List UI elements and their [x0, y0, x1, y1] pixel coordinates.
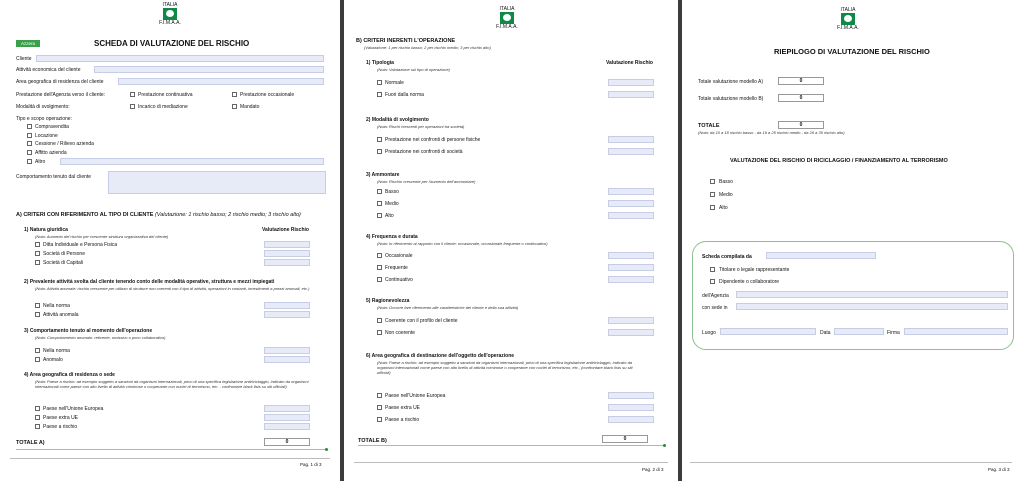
field-label-attivita: Attività economica del cliente — [16, 67, 81, 73]
option-label: Paese nell'Unione Europea — [385, 393, 446, 399]
section-note: (Nota: Paese a rischio: ad esempio soggetto a sanzioni da organismi internazionali, privo di una specifica legislazione antiriciclaggio, indicato da organismi internazionali come paese con alto livello di attività criminose o cooperante con nuclei di terrorismo, etc., (confrontare black lists su siti ufficiali) — [377, 360, 633, 375]
attivita-input[interactable] — [94, 66, 324, 73]
valutazione-input[interactable] — [264, 302, 310, 309]
option-label: Nella norma — [43, 303, 70, 309]
section-note: (Nota: Aumento del rischio per crescente struttura organizzativa del cliente) — [35, 234, 169, 239]
section-title: 2) Modalità di svolgimento — [366, 117, 429, 123]
option-checkbox[interactable] — [377, 149, 382, 154]
section-note: (Nota: Rischio crescente per l'aumento dell'ammontare) — [377, 179, 476, 184]
valutazione-input[interactable] — [608, 212, 654, 219]
tipo-label: Tipo e scopo operazione: — [16, 116, 72, 122]
option-label: Nella norma — [43, 348, 70, 354]
option-checkbox[interactable] — [377, 330, 382, 335]
divider — [358, 445, 664, 446]
valutazione-input[interactable] — [608, 329, 654, 336]
option-label: Coerente con il profilo del cliente — [385, 318, 458, 324]
risk-checkbox[interactable] — [710, 179, 715, 184]
option-label: Continuativo — [385, 277, 413, 283]
section-note: (Valutazione: 1 per rischio basso; 2 per rischio medio; 3 per rischio alto) — [364, 45, 491, 50]
fimaa-logo — [831, 7, 865, 31]
option-checkbox[interactable] — [35, 348, 40, 353]
mandato-label: Mandato — [240, 104, 260, 110]
prestazione-label: Prestazione dell'Agenzia verso il cliente: — [16, 92, 106, 98]
option-checkbox[interactable] — [377, 405, 382, 410]
option-checkbox[interactable] — [377, 137, 382, 142]
logo-country: ITALIA — [499, 6, 515, 12]
luogo-input[interactable] — [720, 328, 816, 335]
total-value: 0 — [264, 438, 310, 446]
page-3 — [682, 0, 1022, 481]
tipo-checkbox[interactable] — [27, 150, 32, 155]
tipo-item: Locazione — [35, 133, 58, 139]
valutazione-header: Valutazione Rischio — [262, 227, 309, 233]
logo-country: ITALIA — [162, 2, 178, 8]
valutazione-input[interactable] — [264, 414, 310, 421]
valutazione-input[interactable] — [264, 405, 310, 412]
mandato-checkbox[interactable] — [232, 104, 237, 109]
total-value: 0 — [602, 435, 648, 443]
logo-org: F.I.M.A.A. — [496, 24, 518, 30]
risk-label: Basso — [719, 179, 733, 185]
section-title: 5) Ragionevolezza — [366, 298, 410, 304]
footer-line — [10, 458, 330, 459]
logo-mark-icon — [500, 12, 514, 24]
section-a-title: A) CRITERI CON RIFERIMENTO AL TIPO DI CLIENTE (Valutazione: 1 rischio basso; 2 rischio medio; 3 rischio alto) — [16, 212, 301, 218]
valutazione-input[interactable] — [608, 91, 654, 98]
total-label: TOTALE — [698, 123, 720, 129]
option-label: Paese nell'Unione Europea — [43, 406, 104, 412]
field-label-cliente: Cliente — [16, 56, 32, 62]
prestazione-continuativa-checkbox[interactable] — [130, 92, 135, 97]
risk-title: VALUTAZIONE DEL RISCHIO DI RICICLAGGIO / FINANZIAMENTO AL TERRORISMO — [730, 158, 948, 164]
option-checkbox[interactable] — [377, 189, 382, 194]
total-a-value: 0 — [778, 77, 824, 85]
option-checkbox[interactable] — [35, 260, 40, 265]
valutazione-input[interactable] — [264, 311, 310, 318]
role-checkbox[interactable] — [710, 267, 715, 272]
tipo-item: Affitto azienda — [35, 150, 67, 156]
sede-input[interactable] — [736, 303, 1008, 310]
cliente-input[interactable] — [36, 55, 324, 62]
option-checkbox[interactable] — [377, 213, 382, 218]
option-label: Anomalo — [43, 357, 63, 363]
divider-dot — [325, 448, 328, 451]
risk-label: Alto — [719, 205, 728, 211]
total-a-label: Totale valutazione modello A) — [698, 79, 764, 85]
option-label: Alto — [385, 213, 394, 219]
risk-label: Medio — [719, 192, 733, 198]
valutazione-input[interactable] — [608, 264, 654, 271]
modalita-label: Modalità di svolgimento: — [16, 104, 70, 110]
page-2 — [344, 0, 678, 481]
total-note: (Nota: da 10 a 18 rischio basso - da 19 a 25 rischio medio - da 26 a 30 rischio alto) — [698, 130, 845, 135]
option-label: Non coerente — [385, 330, 416, 336]
option-label: Prestazione nei confronti di società — [385, 149, 463, 155]
section-title: 4) Frequenza e durata — [366, 234, 418, 240]
option-checkbox[interactable] — [377, 393, 382, 398]
page-number: Pag. 1 di 3 — [300, 462, 322, 467]
valutazione-input[interactable] — [264, 423, 310, 430]
option-checkbox[interactable] — [377, 318, 382, 323]
option-checkbox[interactable] — [35, 251, 40, 256]
tipo-checkbox[interactable] — [27, 124, 32, 129]
page-1 — [0, 0, 340, 481]
option-label: Prestazione nei confronti di persone fisiche — [385, 137, 481, 143]
divider — [16, 449, 326, 450]
section-note: (Nota: Attività anomale: rischio crescente per utilizzo di strutture non coerenti con il tipo di attività, operazioni in contanti, investimenti a prezzi anomali, etc.) — [35, 286, 310, 291]
valutazione-input[interactable] — [608, 79, 654, 86]
area-input[interactable] — [118, 78, 324, 85]
option-label: Normale — [385, 80, 404, 86]
prestazione-occasionale-checkbox[interactable] — [232, 92, 237, 97]
option-checkbox[interactable] — [377, 277, 382, 282]
compilata-label: Scheda compilata da — [702, 254, 752, 260]
valutazione-input[interactable] — [608, 252, 654, 259]
valutazione-input[interactable] — [264, 259, 310, 266]
valutazione-input[interactable] — [608, 200, 654, 207]
tipo-checkbox[interactable] — [27, 159, 32, 164]
total-label: TOTALE B) — [358, 438, 387, 444]
valutazione-input[interactable] — [264, 356, 310, 363]
role-label: Dipendente o collaboratore — [719, 279, 780, 285]
logo-mark-icon — [163, 8, 177, 20]
section-note: (Nota: Comportamento anomalo: reticente, omissivo o poco collaborativo) — [35, 335, 166, 340]
section-note: (Nota: Valutazione sul tipo di operazione) — [377, 67, 451, 72]
valutazione-input[interactable] — [608, 404, 654, 411]
footer-line — [354, 462, 668, 463]
compilata-input[interactable] — [766, 252, 876, 259]
total-b-value: 0 — [778, 94, 824, 102]
option-checkbox[interactable] — [35, 424, 40, 429]
section-title: 3) Comportamento tenuto al momento dell'operazione — [24, 328, 153, 334]
option-checkbox[interactable] — [35, 406, 40, 411]
firma-input[interactable] — [904, 328, 1008, 335]
luogo-label: Luogo — [702, 330, 716, 336]
prestazione-occasionale-label: Prestazione occasionale — [240, 92, 295, 98]
section-title: 2) Prevalente attività svolta dal cliente tenendo conto delle modalità operative, struttura e mezzi impiegati — [24, 279, 275, 285]
section-title: 1) Tipologia — [366, 60, 394, 66]
fimaa-logo — [490, 6, 524, 30]
role-label: Titolare o legale rappresentante — [719, 267, 790, 273]
total-value: 0 — [778, 121, 824, 129]
incarico-label: Incarico di mediazione — [138, 104, 188, 110]
option-label: Attività anomala — [43, 312, 79, 318]
option-label: Occasionale — [385, 253, 413, 259]
firma-label: Firma — [887, 330, 900, 336]
valutazione-input[interactable] — [608, 136, 654, 143]
prestazione-continuativa-label: Prestazione continuativa — [138, 92, 193, 98]
section-title: 1) Natura giuridica — [24, 227, 68, 233]
option-label: Frequente — [385, 265, 408, 271]
agenzia-input[interactable] — [736, 291, 1008, 298]
option-checkbox[interactable] — [377, 417, 382, 422]
option-label: Paese a rischio — [43, 424, 78, 430]
logo-mark-icon — [841, 13, 855, 25]
option-checkbox[interactable] — [377, 201, 382, 206]
section-title: 3) Ammontare — [366, 172, 400, 178]
valutazione-input[interactable] — [608, 276, 654, 283]
sede-label: con sede in — [702, 305, 728, 311]
option-checkbox[interactable] — [35, 303, 40, 308]
tipo-item: Compravendita — [35, 124, 69, 130]
page-number: Pag. 2 di 3 — [642, 467, 664, 472]
valutazione-input[interactable] — [264, 347, 310, 354]
option-checkbox[interactable] — [377, 80, 382, 85]
option-label: Paese extra UE — [43, 415, 79, 421]
section-title: 4) Area geografica di residenza o sede — [24, 372, 115, 378]
option-checkbox[interactable] — [35, 242, 40, 247]
divider-dot — [663, 444, 666, 447]
option-checkbox[interactable] — [377, 265, 382, 270]
comportamento-textarea[interactable] — [108, 171, 326, 194]
page-number: Pag. 3 di 3 — [988, 467, 1010, 472]
logo-country: ITALIA — [840, 7, 856, 13]
section-note: (Nota: Rischi crescenti per operazioni tra società) — [377, 124, 465, 129]
option-label: Fuori dalla norma — [385, 92, 424, 98]
valutazione-input[interactable] — [608, 317, 654, 324]
option-checkbox[interactable] — [377, 92, 382, 97]
tipo-item: Cessione / Rilievo azienda — [35, 141, 94, 147]
option-label: Ditta Individuale e Persona Fisica — [43, 242, 118, 248]
tipo-item: Altro — [35, 159, 46, 165]
tipo-checkbox[interactable] — [27, 133, 32, 138]
section-note: (Nota: In riferimento al rapporto con il cliente: occasionale, occasionale frequente o continuativo) — [377, 241, 548, 246]
valutazione-input[interactable] — [608, 416, 654, 423]
footer-line — [690, 462, 1012, 463]
fimaa-logo — [153, 2, 187, 26]
valutazione-input[interactable] — [608, 392, 654, 399]
option-label: Società di Persone — [43, 251, 85, 257]
risk-checkbox[interactable] — [710, 205, 715, 210]
valutazione-input[interactable] — [264, 250, 310, 257]
option-checkbox[interactable] — [377, 253, 382, 258]
logo-org: F.I.M.A.A. — [159, 20, 181, 26]
role-checkbox[interactable] — [710, 279, 715, 284]
logo-org: F.I.M.A.A. — [837, 25, 859, 31]
page-title: RIEPILOGO DI VALUTAZIONE DEL RISCHIO — [774, 47, 930, 56]
risk-checkbox[interactable] — [710, 192, 715, 197]
option-checkbox[interactable] — [35, 357, 40, 362]
page-title: SCHEDA DI VALUTAZIONE DEL RISCHIO — [94, 39, 250, 48]
total-b-label: Totale valutazione modello B) — [698, 96, 764, 102]
valutazione-header: Valutazione Rischio — [606, 60, 653, 66]
field-label-area: Area geografica di residenza del cliente — [16, 79, 104, 85]
section-note: (Nota: Occorre fare riferimento alle caratteristiche del cliente e della sua attività) — [377, 305, 519, 310]
reset-button[interactable]: Azzera — [16, 40, 40, 47]
total-label: TOTALE A) — [16, 440, 45, 446]
option-label: Società di Capitali — [43, 260, 84, 266]
valutazione-input[interactable] — [608, 148, 654, 155]
agenzia-label: dell'Agenzia — [702, 293, 729, 299]
data-input[interactable] — [834, 328, 884, 335]
option-label: Medio — [385, 201, 399, 207]
incarico-checkbox[interactable] — [130, 104, 135, 109]
altro-input[interactable] — [60, 158, 324, 165]
option-label: Paese extra UE — [385, 405, 421, 411]
tipo-checkbox[interactable] — [27, 141, 32, 146]
option-label: Paese a rischio — [385, 417, 420, 423]
option-checkbox[interactable] — [35, 415, 40, 420]
option-label: Basso — [385, 189, 399, 195]
section-title: 6) Area geografica di destinazione dell'oggetto dell'operazione — [366, 353, 515, 359]
section-b-title: B) CRITERI INERENTI L'OPERAZIONE — [356, 38, 456, 44]
valutazione-input[interactable] — [608, 188, 654, 195]
section-note: (Nota: Paese a rischio: ad esempio soggetto a sanzioni da organismi internazionali, privo di una specifica legislazione antiriciclaggio, indicato da organismi internazionali come paese con alto livello di attività criminose o cooperante con nuclei di terrorismo, etc. - confrontare black lists su siti ufficiali) — [35, 379, 309, 389]
valutazione-input[interactable] — [264, 241, 310, 248]
option-checkbox[interactable] — [35, 312, 40, 317]
comportamento-label: Comportamento tenuto dal cliente — [16, 174, 92, 180]
data-label: Data — [820, 330, 831, 336]
